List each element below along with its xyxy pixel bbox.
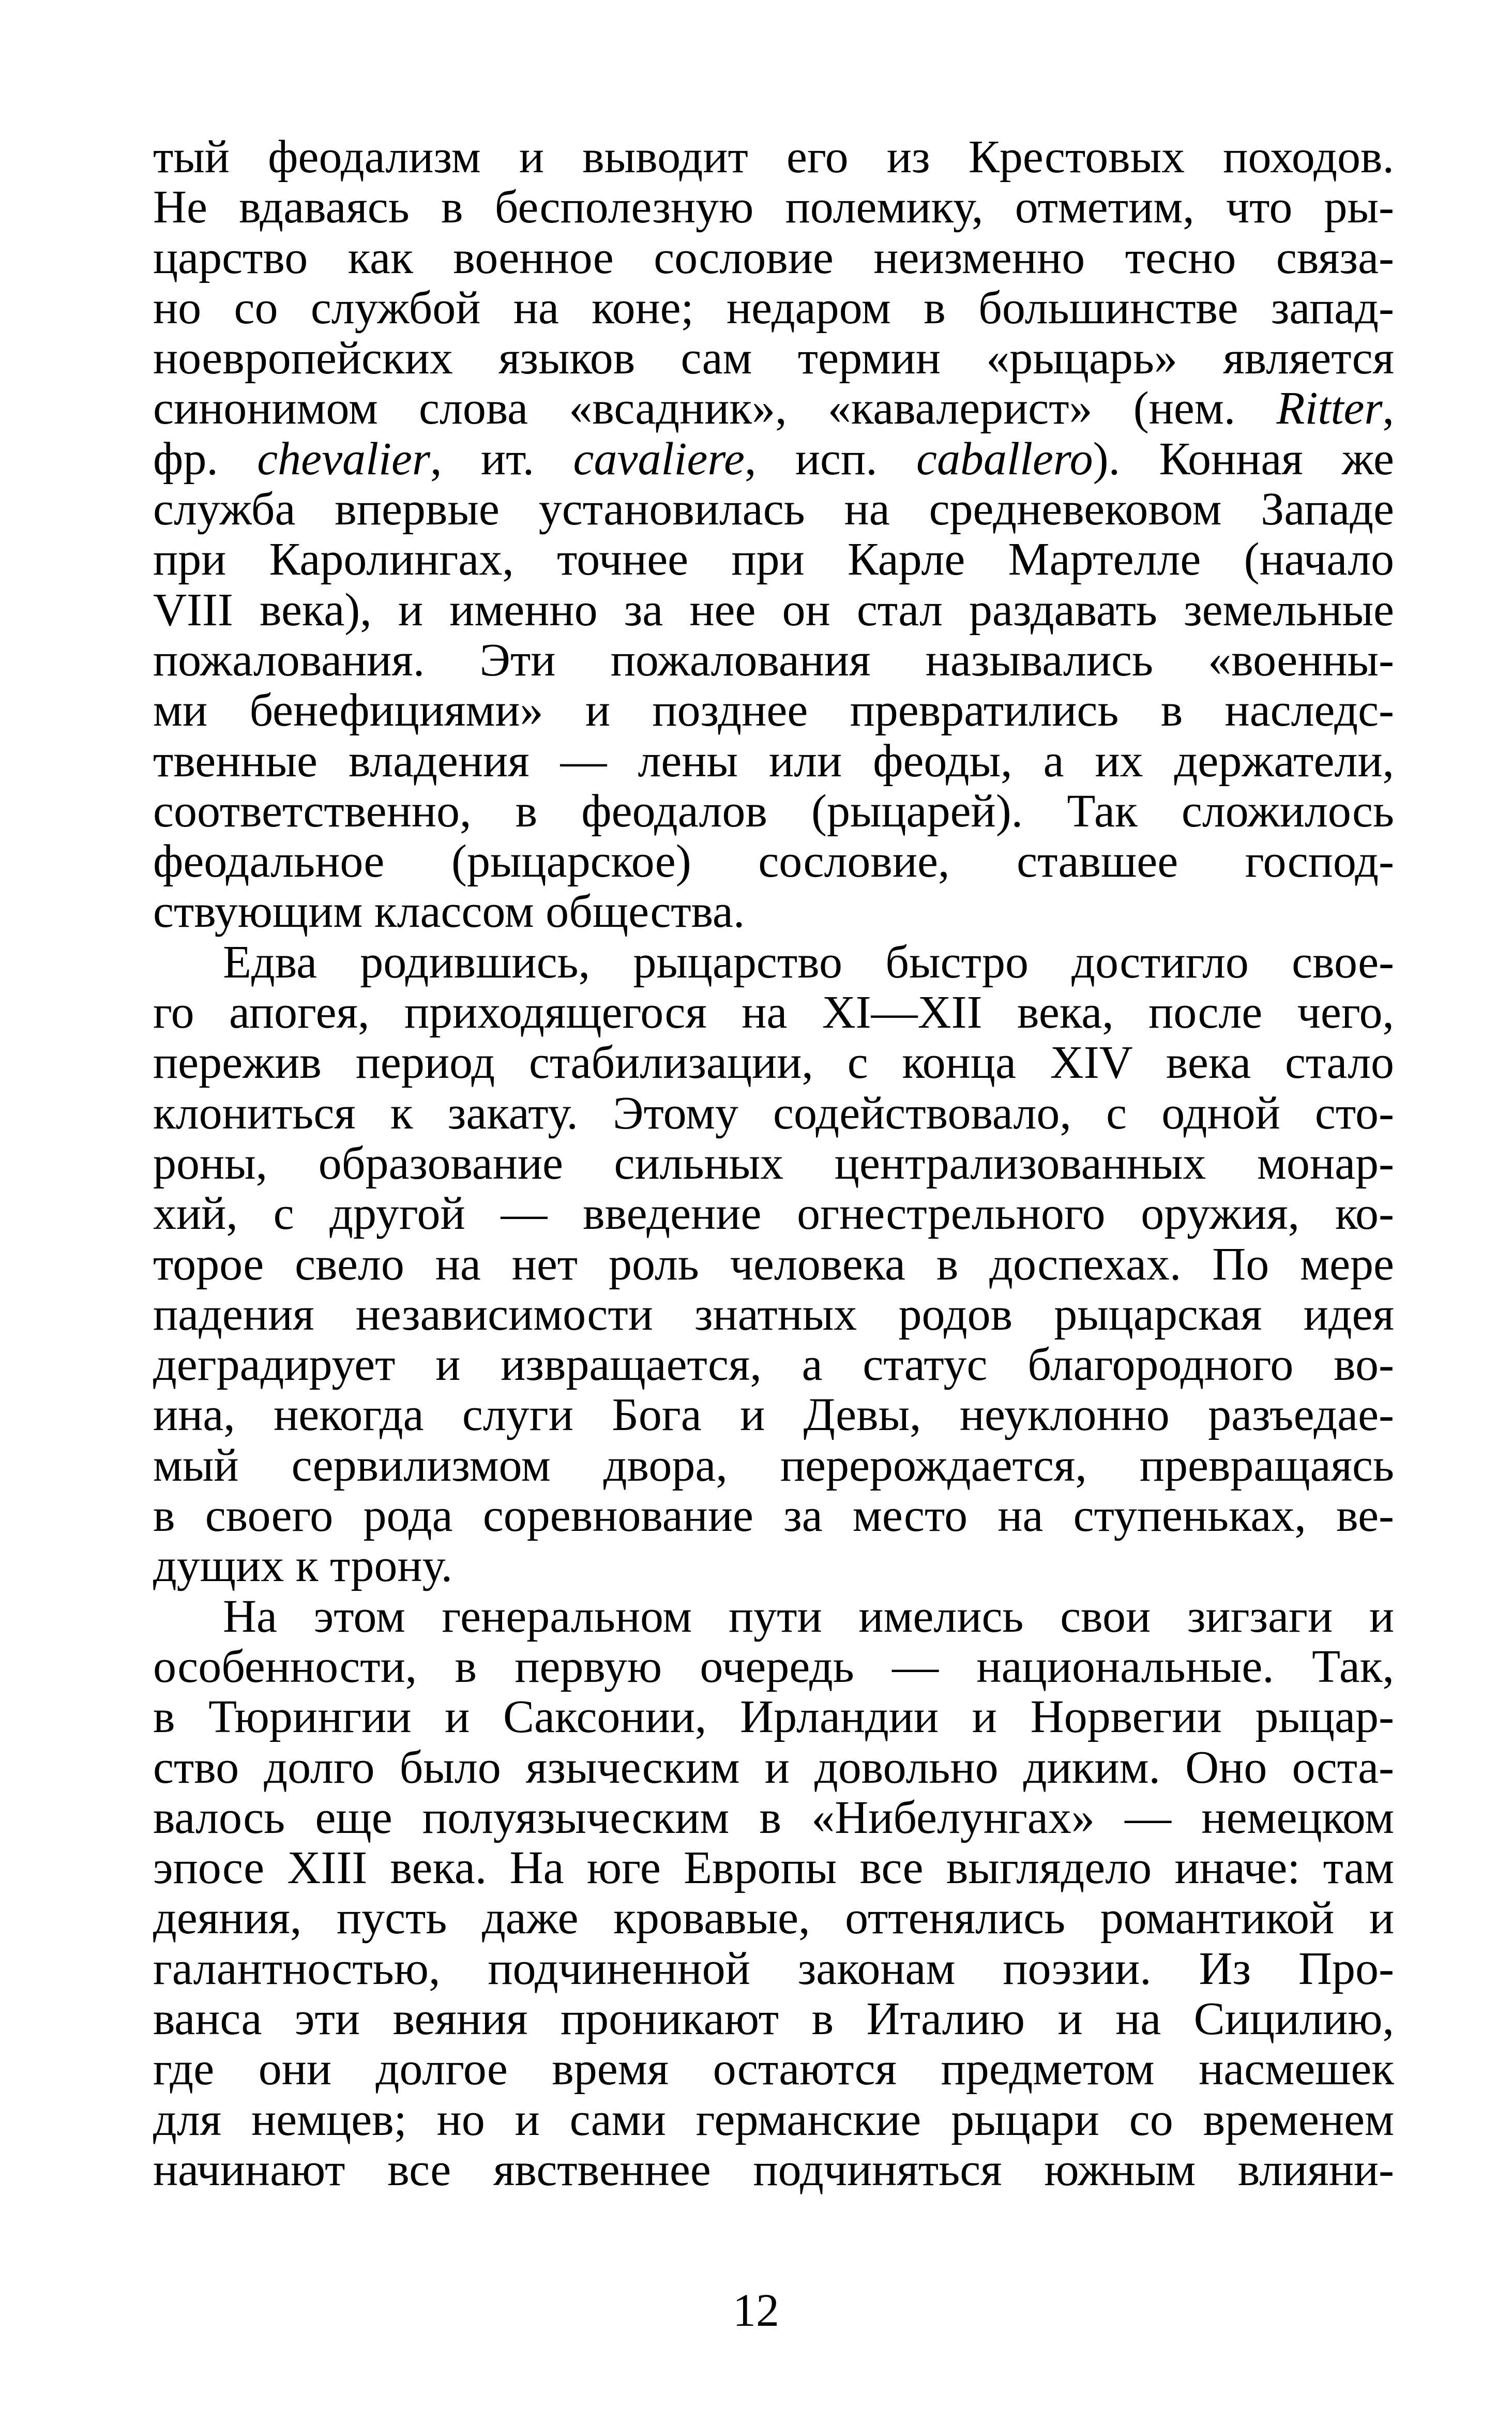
text-line: твенные владения — лены или феоды, а их держатели, [153, 735, 1394, 787]
text-line: в Тюрингии и Саксонии, Ирландии и Норвегии рыцар- [153, 1691, 1394, 1743]
text-line: для немцев; но и сами германские рыцари со временем [153, 2094, 1394, 2145]
text-line: при Каролингах, точнее при Карле Мартелле (начало [153, 534, 1394, 585]
text-line: но со службой на коне; недаром в большинстве запад- [153, 282, 1394, 334]
text-line: Едва родившись, рыцарство быстро достигло свое- [223, 936, 1394, 988]
text-line: торое свело на нет роль человека в доспехах. По мере [153, 1238, 1394, 1290]
text-line: пожалования. Эти пожалования назывались «военны- [153, 634, 1394, 686]
text-line: роны, образование сильных централизованных монар- [153, 1137, 1394, 1189]
text-line: феодальное (рыцарское) сословие, ставшее господ- [153, 836, 1394, 887]
text-line: в своего рода соревнование за место на ступеньках, ве- [153, 1490, 1394, 1542]
text-line: эпосе XIII века. На юге Европы все выглядело иначе: там [153, 1842, 1394, 1894]
text-line: тый феодализм и выводит его из Крестовых походов. [153, 131, 1394, 183]
text-line: ство долго было языческим и довольно диким. Оно оста- [153, 1741, 1394, 1793]
paragraph [153, 132, 1394, 937]
text-line: где они долгое время остаются предметом насмешек [153, 2043, 1394, 2095]
text-line: фр. chevalier, ит. cavaliere, исп. caballero). Конная же [153, 433, 1395, 485]
text-line: служба впервые установилась на средневековом Западе [153, 484, 1394, 535]
text-line: На этом генеральном пути имелись свои зигзаги и [223, 1590, 1394, 1642]
text-line: пережив период стабилизации, с конца XIV века стало [153, 1037, 1394, 1089]
text-line: ина, некогда слуги Бога и Девы, неуклонно разъедае- [153, 1389, 1394, 1441]
text-line: VIII века), и именно за нее он стал раздавать земельные [153, 584, 1394, 636]
text-line: царство как военное сословие неизменно тесно связа- [153, 232, 1394, 283]
text-line: ванса эти веяния проникают в Италию и на Сицилию, [153, 1993, 1394, 2044]
text-line: валось еще полуязыческим в «Нибелунгах» — немецком [153, 1792, 1394, 1843]
body-text [153, 132, 1394, 2195]
page-number: 12 [733, 2285, 779, 2336]
text-line: галантностью, подчиненной законам поэзии. Из Про- [153, 1943, 1394, 1994]
text-line: го апогея, приходящегося на XI—XII века, после чего, [153, 987, 1394, 1039]
paragraph [153, 937, 1394, 1591]
text-line: хий, с другой — введение огнестрельного оружия, ко- [153, 1188, 1394, 1240]
text-line: мый сервилизмом двора, перерождается, превращаясь [153, 1439, 1394, 1491]
text-line: падения независимости знатных родов рыцарская идея [153, 1288, 1394, 1340]
text-line: особенности, в первую очередь — национальные. Так, [153, 1641, 1394, 1692]
text-line: деяния, пусть даже кровавые, оттенялись романтикой и [153, 1892, 1394, 1944]
paragraph [153, 1591, 1394, 2195]
text-line: клониться к закату. Этому содействовало, с одной сто- [153, 1087, 1394, 1139]
text-line: синонимом слова «всадник», «кавалерист» (нем. Ritter, [153, 383, 1394, 434]
text-line: Не вдаваясь в бесполезную полемику, отметим, что ры- [153, 182, 1394, 233]
text-line: соответственно, в феодалов (рыцарей). Так сложилось [153, 785, 1394, 837]
text-line: начинают все явственнее подчиняться южным влияни- [153, 2144, 1394, 2195]
text-line: деградирует и извращается, а статус благородного во- [153, 1339, 1394, 1391]
text-line: ми бенефициями» и позднее превратились в наследс- [153, 685, 1394, 736]
text-line: дущих к трону. [153, 1540, 453, 1592]
text-line: ноевропейских языков сам термин «рыцарь» является [153, 333, 1394, 384]
text-line: ствующим классом общества. [153, 886, 745, 938]
